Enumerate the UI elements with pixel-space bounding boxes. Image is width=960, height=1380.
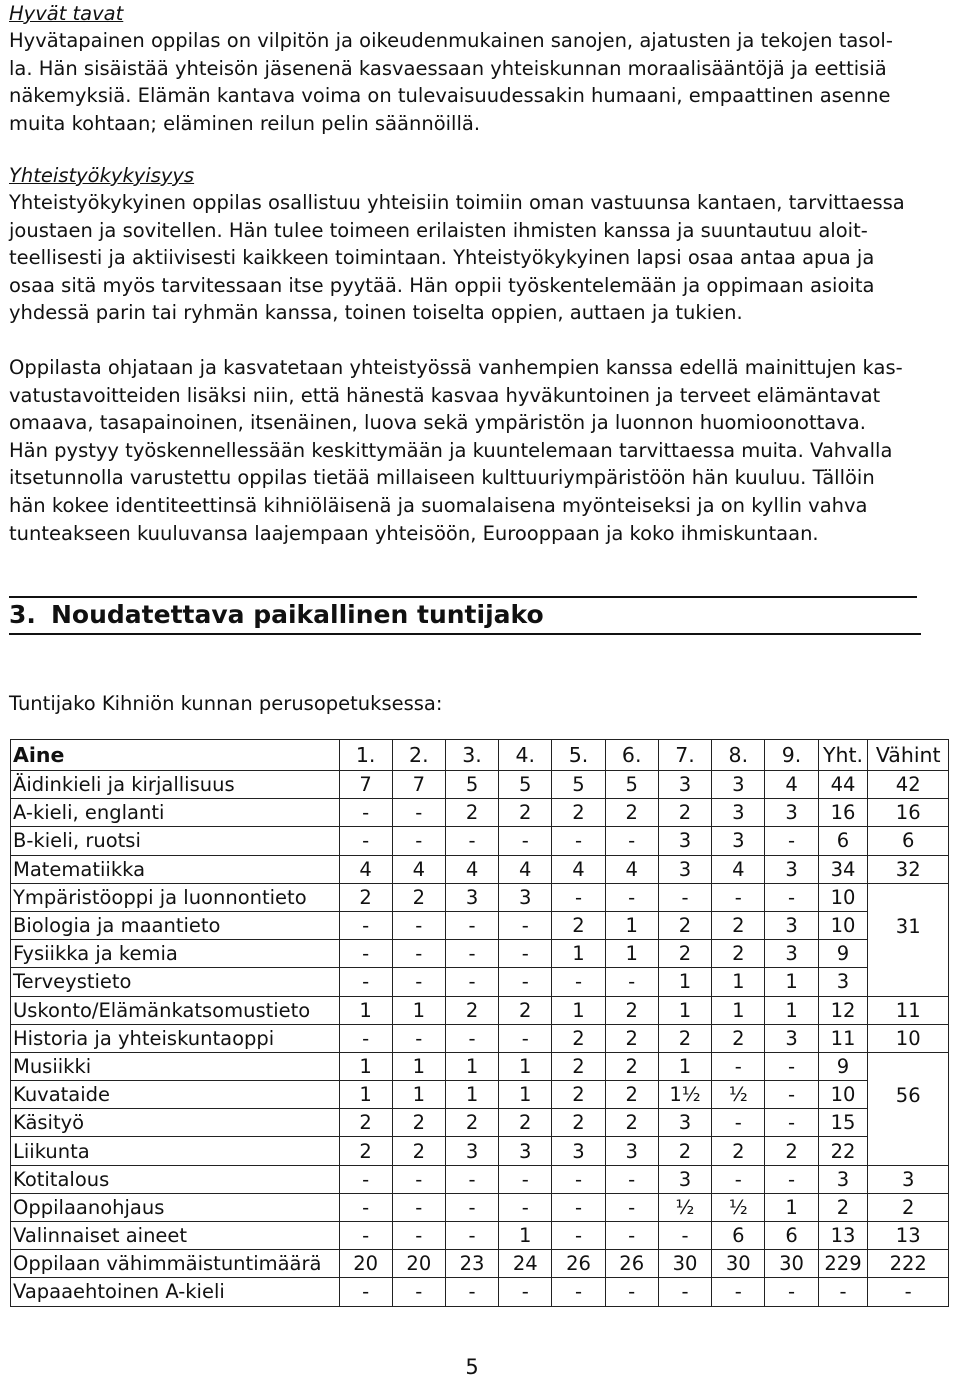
grade-cell: 2 — [339, 1109, 392, 1137]
grade-cell: - — [765, 1109, 818, 1137]
subject-cell: Historia ja yhteiskuntaoppi — [11, 1024, 340, 1052]
grade-cell: - — [499, 827, 552, 855]
grade-cell: - — [339, 827, 392, 855]
table-row — [11, 1052, 949, 1080]
grade-cell: 2 — [499, 1109, 552, 1137]
grade-cell: - — [339, 1222, 392, 1250]
grade-cell: 1 — [445, 1052, 498, 1080]
subject-cell: Kuvataide — [11, 1081, 340, 1109]
grade-cell: 3 — [445, 1137, 498, 1165]
minimum-cell: 2 — [868, 1193, 949, 1221]
grade-cell: 1 — [445, 1081, 498, 1109]
total-cell: 10 — [818, 883, 868, 911]
header-cell: Aine — [11, 740, 340, 771]
grade-cell: 4 — [605, 855, 658, 883]
grade-cell: - — [339, 968, 392, 996]
paragraph-line: hän kokee identiteettinsä kihniöläisenä ja suomalaisena myönteiseksi ja on kyllin vahva — [9, 493, 868, 517]
grade-cell: 5 — [499, 771, 552, 799]
grade-cell: 3 — [445, 883, 498, 911]
table-row — [11, 1222, 949, 1250]
grade-cell: - — [445, 1278, 498, 1306]
grade-cell: - — [499, 1165, 552, 1193]
grade-cell: - — [712, 1052, 765, 1080]
grade-cell: 5 — [445, 771, 498, 799]
subject-cell: Biologia ja maantieto — [11, 911, 340, 939]
paragraph-line: Oppilasta ohjataan ja kasvatetaan yhteistyössä vanhempien kanssa edellä mainittujen kas- — [9, 356, 903, 379]
grade-cell: 2 — [392, 1109, 445, 1137]
total-cell: 11 — [818, 1024, 868, 1052]
grade-cell: 2 — [552, 1024, 605, 1052]
grade-cell: - — [339, 1024, 392, 1052]
subject-cell: Käsityö — [11, 1109, 340, 1137]
grade-cell: - — [605, 1193, 658, 1221]
grade-cell: - — [712, 1278, 765, 1306]
header-cell: 1. — [339, 740, 392, 771]
minimum-cell — [868, 883, 949, 911]
grade-cell: 4 — [339, 855, 392, 883]
table-caption: Tuntijako Kihniön kunnan perusopetuksessa: — [9, 692, 443, 715]
grade-cell: - — [445, 1193, 498, 1221]
table-row — [11, 1109, 949, 1137]
grade-cell: - — [552, 827, 605, 855]
table-row — [11, 1024, 949, 1052]
grade-cell: 3 — [765, 940, 818, 968]
grade-cell: 1 — [712, 996, 765, 1024]
grade-cell: - — [392, 911, 445, 939]
grade-cell: - — [552, 1193, 605, 1221]
table-row — [11, 1137, 949, 1165]
minimum-cell: 3 — [868, 1165, 949, 1193]
grade-cell: - — [392, 799, 445, 827]
paragraph-line: osaa sitä myös tarvitessaan itse pyytää. Hän oppii työskentelemään ja oppimaan asioita — [9, 273, 875, 297]
grade-cell: - — [339, 1278, 392, 1306]
grade-cell: 4 — [552, 855, 605, 883]
header-cell: Vähint — [868, 740, 949, 771]
minimum-cell: 13 — [868, 1222, 949, 1250]
grade-cell: 3 — [765, 911, 818, 939]
paragraph-line: yhdessä parin tai ryhmän kanssa, toinen toiselta oppien, auttaen ja tukien. — [9, 301, 743, 325]
grade-cell: 5 — [552, 771, 605, 799]
subject-cell: Äidinkieli ja kirjallisuus — [11, 771, 340, 799]
grade-cell: 2 — [392, 883, 445, 911]
grade-cell: 3 — [552, 1137, 605, 1165]
grade-cell: 24 — [499, 1250, 552, 1278]
grade-cell: - — [339, 1193, 392, 1221]
minimum-cell: 32 — [868, 855, 949, 883]
grade-cell: 3 — [712, 827, 765, 855]
paragraph-line: joustaen ja sovitellen. Hän tulee toimeen erilaisten ihmisten kanssa ja suuntautuu aloit- — [9, 218, 868, 242]
grade-cell: 2 — [445, 1109, 498, 1137]
header-cell: 3. — [445, 740, 498, 771]
minimum-cell: 56 — [868, 1081, 949, 1109]
subject-cell: Ympäristöoppi ja luonnontieto — [11, 883, 340, 911]
grade-cell: 2 — [712, 1024, 765, 1052]
grade-cell: - — [765, 883, 818, 911]
grade-cell: 6 — [765, 1222, 818, 1250]
minimum-cell: 42 — [868, 771, 949, 799]
table-row — [11, 996, 949, 1024]
grade-cell: 1 — [765, 968, 818, 996]
grade-cell: - — [392, 968, 445, 996]
grade-cell: - — [392, 1278, 445, 1306]
header-cell: 4. — [499, 740, 552, 771]
grade-cell: 2 — [392, 1137, 445, 1165]
table-row — [11, 1193, 949, 1221]
grade-cell: 3 — [765, 855, 818, 883]
grade-cell: - — [445, 940, 498, 968]
grade-cell: ½ — [712, 1193, 765, 1221]
chapter-heading — [9, 598, 921, 635]
grade-cell: 1 — [339, 996, 392, 1024]
subject-cell: Uskonto/Elämänkatsomustieto — [11, 996, 340, 1024]
grade-cell: 2 — [499, 996, 552, 1024]
grade-cell: 1 — [765, 1193, 818, 1221]
grade-cell: 3 — [499, 1137, 552, 1165]
grade-cell: 7 — [339, 771, 392, 799]
grade-cell: 4 — [765, 771, 818, 799]
grade-cell: - — [605, 1278, 658, 1306]
section-kasvatus-paragraph — [9, 354, 903, 547]
grade-cell: 3 — [765, 1024, 818, 1052]
grade-cell: 2 — [605, 1052, 658, 1080]
table-row — [11, 1278, 949, 1306]
minimum-cell: 6 — [868, 827, 949, 855]
grade-cell: - — [339, 940, 392, 968]
grade-cell: ½ — [712, 1081, 765, 1109]
total-cell: 22 — [818, 1137, 868, 1165]
paragraph-line: muita kohtaan; eläminen reilun pelin säännöillä. — [9, 111, 481, 135]
grade-cell: 3 — [658, 771, 711, 799]
subject-cell: Oppilaan vähimmäistuntimäärä — [11, 1250, 340, 1278]
total-cell: 44 — [818, 771, 868, 799]
grade-cell: - — [765, 1052, 818, 1080]
grade-cell: 20 — [339, 1250, 392, 1278]
grade-cell: - — [605, 1165, 658, 1193]
paragraph-line: Hyvätapainen oppilas on vilpitön ja oikeudenmukainen sanojen, ajatusten ja tekojen tasol- — [9, 29, 893, 52]
grade-cell: 26 — [605, 1250, 658, 1278]
grade-cell: - — [392, 940, 445, 968]
grade-cell: - — [658, 883, 711, 911]
subject-cell: Kotitalous — [11, 1165, 340, 1193]
paragraph-line: tunteakseen kuuluvansa laajempaan yhteisöön, Eurooppaan ja koko ihmiskuntaan. — [9, 521, 819, 545]
header-cell: Yht. — [818, 740, 868, 771]
grade-cell: 1 — [392, 1081, 445, 1109]
grade-cell: - — [605, 883, 658, 911]
subject-cell: A-kieli, englanti — [11, 799, 340, 827]
grade-cell: 4 — [445, 855, 498, 883]
table-row — [11, 940, 949, 968]
grade-cell: 2 — [658, 1024, 711, 1052]
grade-cell: - — [445, 1222, 498, 1250]
grade-cell: - — [445, 1165, 498, 1193]
grade-cell: 2 — [339, 883, 392, 911]
grade-cell: 1 — [392, 1052, 445, 1080]
grade-cell: - — [712, 1109, 765, 1137]
header-cell: 9. — [765, 740, 818, 771]
grade-cell: 30 — [658, 1250, 711, 1278]
grade-cell: - — [552, 1278, 605, 1306]
subject-cell: Valinnaiset aineet — [11, 1222, 340, 1250]
grade-cell: 3 — [658, 855, 711, 883]
grade-cell: - — [499, 940, 552, 968]
minimum-cell: 10 — [868, 1024, 949, 1052]
grade-cell: - — [445, 968, 498, 996]
page-number: 5 — [465, 1355, 479, 1379]
table-row — [11, 855, 949, 883]
grade-cell: 26 — [552, 1250, 605, 1278]
grade-cell: 2 — [445, 996, 498, 1024]
paragraph-line: näkemyksiä. Elämän kantava voima on tulevaisuudessakin humaani, empaattinen asenne — [9, 84, 891, 108]
subject-cell: Terveystieto — [11, 968, 340, 996]
grade-cell: - — [445, 911, 498, 939]
grade-cell: 1 — [658, 996, 711, 1024]
grade-cell: - — [499, 1193, 552, 1221]
grade-cell: 1 — [499, 1222, 552, 1250]
section-heading: Yhteistyökykyisyys — [9, 164, 195, 187]
total-cell: 9 — [818, 940, 868, 968]
tuntijako-table — [10, 739, 949, 1307]
subject-cell: Matematiikka — [11, 855, 340, 883]
grade-cell: 7 — [392, 771, 445, 799]
total-cell: 9 — [818, 1052, 868, 1080]
grade-cell: 3 — [765, 799, 818, 827]
grade-cell: - — [499, 911, 552, 939]
grade-cell: 4 — [499, 855, 552, 883]
chapter-title: Noudatettava paikallinen tuntijako — [51, 600, 544, 629]
section-heading: Hyvät tavat — [9, 2, 124, 25]
grade-cell: 2 — [339, 1137, 392, 1165]
grade-cell: 5 — [605, 771, 658, 799]
grade-cell: 2 — [658, 940, 711, 968]
grade-cell: - — [499, 1278, 552, 1306]
grade-cell: 1 — [552, 940, 605, 968]
paragraph-line: teellisesti ja aktiivisesti kaikkeen toimintaan. Yhteistyökykyinen lapsi osaa antaa apua ja — [9, 246, 875, 270]
total-cell: 2 — [818, 1193, 868, 1221]
grade-cell: 4 — [392, 855, 445, 883]
paragraph-line: omaava, tasapainoinen, itsenäinen, luova sekä ympäristön ja luonnon huomioonottava. — [9, 411, 866, 435]
header-cell: 5. — [552, 740, 605, 771]
grade-cell: - — [552, 968, 605, 996]
table-row — [11, 911, 949, 939]
table-row — [11, 827, 949, 855]
grade-cell: 23 — [445, 1250, 498, 1278]
grade-cell: 2 — [605, 996, 658, 1024]
grade-cell: - — [445, 827, 498, 855]
paragraph-line: la. Hän sisäistää yhteisön jäsenenä kasvaessaan yhteiskunnan moraalisääntöjä ja eettisiä — [9, 56, 887, 80]
grade-cell: 1 — [499, 1052, 552, 1080]
grade-cell: 1 — [552, 996, 605, 1024]
grade-cell: 2 — [552, 911, 605, 939]
grade-cell: 2 — [605, 1109, 658, 1137]
grade-cell: 2 — [605, 799, 658, 827]
grade-cell: - — [552, 1222, 605, 1250]
grade-cell: 1 — [605, 911, 658, 939]
grade-cell: 1 — [499, 1081, 552, 1109]
grade-cell: 3 — [658, 1109, 711, 1137]
grade-cell: - — [765, 1165, 818, 1193]
grade-cell: 6 — [712, 1222, 765, 1250]
table-row — [11, 883, 949, 911]
grade-cell: - — [392, 1165, 445, 1193]
grade-cell: 2 — [658, 1137, 711, 1165]
grade-cell: ½ — [658, 1193, 711, 1221]
paragraph-line: Yhteistyökykyinen oppilas osallistuu yhteisiin toimiin oman vastuunsa kantaen, tarvittaessa — [9, 191, 905, 214]
grade-cell: - — [605, 1222, 658, 1250]
grade-cell: 3 — [658, 1165, 711, 1193]
grade-cell: - — [765, 1278, 818, 1306]
grade-cell: 1 — [392, 996, 445, 1024]
header-cell: 6. — [605, 740, 658, 771]
header-cell: 8. — [712, 740, 765, 771]
grade-cell: - — [765, 827, 818, 855]
total-cell: 3 — [818, 968, 868, 996]
total-cell: 16 — [818, 799, 868, 827]
grade-cell: 30 — [765, 1250, 818, 1278]
table-row — [11, 968, 949, 996]
grade-cell: - — [605, 827, 658, 855]
grade-cell: 2 — [658, 799, 711, 827]
subject-cell: Liikunta — [11, 1137, 340, 1165]
paragraph-line: Hän pystyy työskennellessään keskittymään ja kuuntelemaan tarvittaessa muita. Vahvalla — [9, 438, 893, 462]
total-cell: 229 — [818, 1250, 868, 1278]
total-cell: 3 — [818, 1165, 868, 1193]
grade-cell: 1 — [712, 968, 765, 996]
table-row — [11, 1250, 949, 1278]
grade-cell: - — [392, 1024, 445, 1052]
grade-cell: - — [552, 1165, 605, 1193]
header-cell: 2. — [392, 740, 445, 771]
table-row — [11, 1081, 949, 1109]
grade-cell: - — [339, 1165, 392, 1193]
grade-cell: 2 — [552, 799, 605, 827]
grade-cell: - — [339, 799, 392, 827]
grade-cell: 1 — [605, 940, 658, 968]
minimum-cell: 16 — [868, 799, 949, 827]
grade-cell: - — [712, 1165, 765, 1193]
minimum-cell: 222 — [868, 1250, 949, 1278]
minimum-cell — [868, 1109, 949, 1137]
grade-cell: 2 — [605, 1024, 658, 1052]
grade-cell: 1 — [339, 1052, 392, 1080]
grade-cell: - — [392, 827, 445, 855]
total-cell: 12 — [818, 996, 868, 1024]
grade-cell: - — [658, 1222, 711, 1250]
grade-cell: - — [339, 911, 392, 939]
grade-cell: 1 — [339, 1081, 392, 1109]
grade-cell: 30 — [712, 1250, 765, 1278]
grade-cell: 4 — [712, 855, 765, 883]
grade-cell: 2 — [552, 1109, 605, 1137]
paragraph-line: vatustavoitteiden lisäksi niin, että hänestä kasvaa hyväkuntoinen ja terveet elämäntavat — [9, 383, 881, 407]
grade-cell: 2 — [552, 1081, 605, 1109]
grade-cell: 3 — [658, 827, 711, 855]
total-cell: 10 — [818, 1081, 868, 1109]
grade-cell: - — [552, 883, 605, 911]
subject-cell: B-kieli, ruotsi — [11, 827, 340, 855]
minimum-cell: 31 — [868, 911, 949, 939]
grade-cell: 1 — [658, 1052, 711, 1080]
minimum-cell — [868, 968, 949, 996]
table-header-row — [11, 740, 949, 771]
minimum-cell: - — [868, 1278, 949, 1306]
paragraph-line: itsetunnolla varustettu oppilas tietää millaiseen kulttuuriympäristöön hän kuuluu. Tällöin — [9, 466, 875, 490]
grade-cell: - — [499, 1024, 552, 1052]
grade-cell: - — [712, 883, 765, 911]
total-cell: 6 — [818, 827, 868, 855]
grade-cell: 2 — [658, 911, 711, 939]
total-cell: 10 — [818, 911, 868, 939]
total-cell: 15 — [818, 1109, 868, 1137]
grade-cell: - — [445, 1024, 498, 1052]
subject-cell: Musiikki — [11, 1052, 340, 1080]
subject-cell: Vapaaehtoinen A-kieli — [11, 1278, 340, 1306]
grade-cell: 2 — [712, 940, 765, 968]
grade-cell: - — [499, 968, 552, 996]
table-row — [11, 799, 949, 827]
grade-cell: 2 — [552, 1052, 605, 1080]
header-cell: 7. — [658, 740, 711, 771]
grade-cell: 2 — [712, 911, 765, 939]
total-cell: 34 — [818, 855, 868, 883]
subject-cell: Oppilaanohjaus — [11, 1193, 340, 1221]
total-cell: - — [818, 1278, 868, 1306]
grade-cell: 2 — [499, 799, 552, 827]
grade-cell: 3 — [605, 1137, 658, 1165]
grade-cell: 2 — [605, 1081, 658, 1109]
grade-cell: 20 — [392, 1250, 445, 1278]
grade-cell: 3 — [712, 771, 765, 799]
grade-cell: - — [765, 1081, 818, 1109]
grade-cell: 1 — [658, 968, 711, 996]
minimum-cell — [868, 940, 949, 968]
total-cell: 13 — [818, 1222, 868, 1250]
grade-cell: 2 — [712, 1137, 765, 1165]
table-row — [11, 771, 949, 799]
minimum-cell — [868, 1137, 949, 1165]
grade-cell: - — [392, 1222, 445, 1250]
grade-cell: 2 — [445, 799, 498, 827]
grade-cell: - — [658, 1278, 711, 1306]
section-yhteistyokykyisyys — [9, 162, 905, 327]
table-row — [11, 1165, 949, 1193]
grade-cell: 3 — [712, 799, 765, 827]
grade-cell: - — [392, 1193, 445, 1221]
chapter-number: 3. — [9, 600, 36, 629]
section-hyvat-tavat — [9, 0, 893, 137]
grade-cell: 3 — [499, 883, 552, 911]
grade-cell: 1½ — [658, 1081, 711, 1109]
grade-cell: 1 — [765, 996, 818, 1024]
grade-cell: 2 — [765, 1137, 818, 1165]
grade-cell: - — [605, 968, 658, 996]
subject-cell: Fysiikka ja kemia — [11, 940, 340, 968]
minimum-cell — [868, 1052, 949, 1080]
minimum-cell: 11 — [868, 996, 949, 1024]
